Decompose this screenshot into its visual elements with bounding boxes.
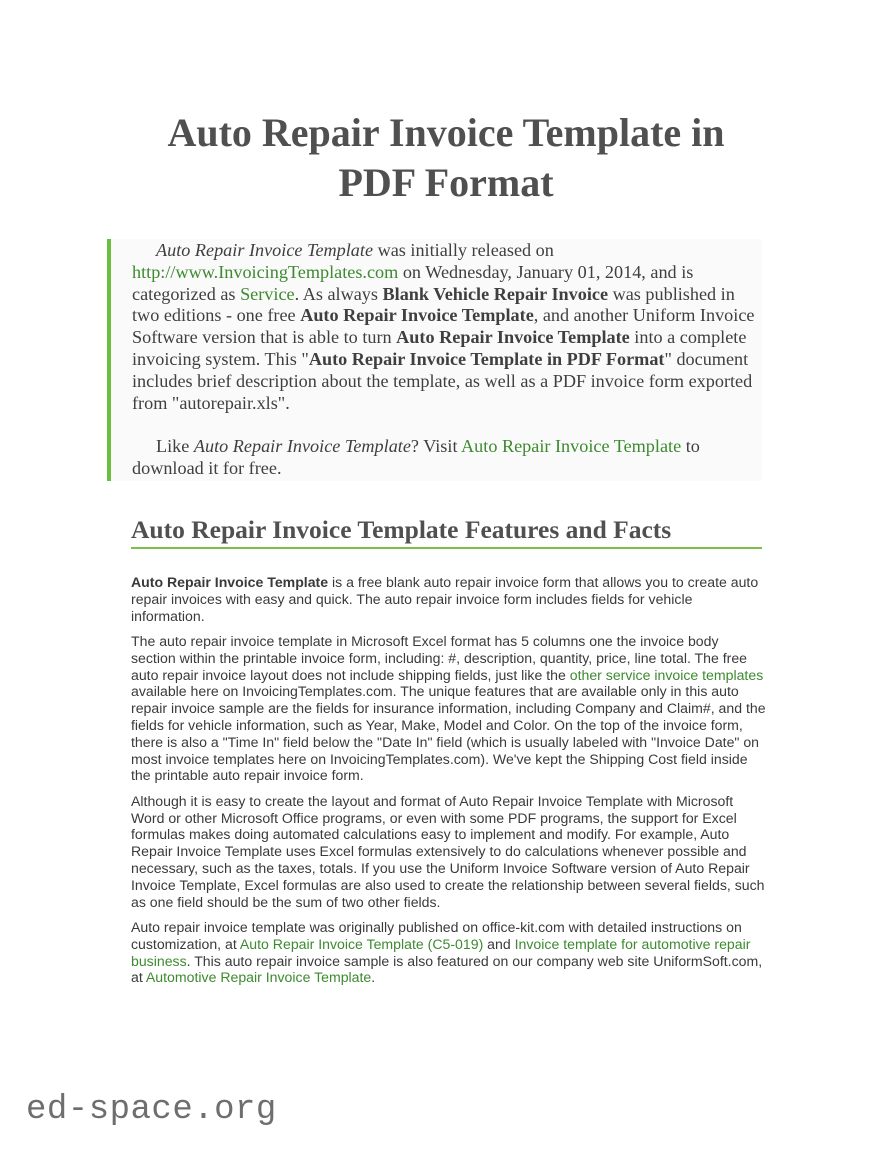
text-span: on Wednesday, January 01, 2014, and is categorized as — [132, 261, 694, 304]
service-category-link[interactable]: Service — [240, 283, 295, 304]
template-name-italic: Auto Repair Invoice Template — [156, 240, 374, 260]
text-span: , and another Uniform Invoice Software version that is able to turn — [132, 305, 755, 348]
text-span: " document includes brief description about the template, as well as a PDF invoice form exported from "autorepair.xls". — [132, 348, 753, 413]
text-span: . As always — [294, 283, 383, 304]
text-span: ? Visit — [410, 436, 462, 457]
features-paragraph-4 — [131, 919, 766, 986]
bold-term: Auto Repair Invoice Template in PDF Format — [308, 348, 665, 369]
download-template-link[interactable]: Auto Repair Invoice Template — [461, 436, 682, 457]
text-span: . — [371, 969, 376, 986]
bold-term: Auto Repair Invoice Template — [396, 327, 630, 348]
c5-019-template-link[interactable]: Auto Repair Invoice Template (C5-019) — [239, 935, 484, 952]
text-span: available here on InvoicingTemplates.com. The unique features that are available only in this auto repair invoice sample are the fields for insurance information, including Company and Claim#, and the fields for vehicle information, such as Year, Make, Model and Color. On the top of the invoice form, there is also a "Time In" field below the "Date In" field (which is usually labeled with "Invoice Date" on most invoice templates here on InvoicingTemplates.com). We've kept the Shipping Cost field inside the printable auto repair invoice form. — [131, 683, 766, 784]
other-service-templates-link[interactable]: other service invoice templates — [569, 666, 764, 683]
text-span: . This auto repair invoice sample is also featured on our company web site UniformSoft.com, at — [131, 952, 763, 986]
bold-term: Auto Repair Invoice Template — [131, 574, 329, 590]
text-span: was initially released on — [373, 240, 554, 260]
text-span: is a free blank auto repair invoice form that allows you to create auto repair invoices with easy and quick. The auto repair invoice form includes fields for vehicle information. — [131, 574, 759, 624]
page-title-line-1: Auto Repair Invoice Template in — [167, 110, 725, 155]
invoicingtemplates-link[interactable]: http://www.InvoicingTemplates.com — [132, 261, 399, 282]
text-span: Auto repair invoice template was originally published on office-kit.com with detailed instructions on customization, at — [131, 918, 742, 952]
text-span: The auto repair invoice template in Microsoft Excel format has 5 columns one the invoice body section within the printable invoice form, including: #, description, quantity, price, line total. The free auto repair invoice layout does not include shipping fields, just like the — [131, 632, 748, 683]
text-span: was published in two editions - one free — [132, 283, 735, 326]
text-span: and — [483, 935, 515, 952]
bold-term: Auto Repair Invoice Template — [300, 305, 534, 326]
features-body — [131, 574, 766, 995]
text-span: Like — [156, 436, 194, 457]
page-title — [0, 108, 892, 208]
watermark: ed-space.org — [26, 1091, 277, 1129]
text-span: to download it for free. — [132, 436, 700, 479]
text-span: into a complete invoicing system. This " — [132, 327, 747, 369]
intro-callout — [107, 239, 762, 481]
bold-term: Blank Vehicle Repair Invoice — [382, 283, 609, 304]
text-span: Although it is easy to create the layout and format of Auto Repair Invoice Template with Microsoft Word or other Microsoft Office programs, or even with some PDF programs, the support for Excel formulas makes doing automated calculations easy to implement and modify. For example, Auto Repair Invoice Template uses Excel formulas extensively to do calculations whenever possible and necessary, such as the taxes, totals. If you use the Uniform Invoice Software version of Auto Repair Invoice Template, Excel formulas are also used to create the relationship between several fields, such as one field should be the sum of two other fields. — [131, 792, 765, 910]
automotive-repair-business-link[interactable]: Invoice template for automotive repair business — [131, 935, 751, 969]
uniformsoft-automotive-link[interactable]: Automotive Repair Invoice Template — [145, 969, 372, 986]
section-heading-features: Auto Repair Invoice Template Features and Facts — [131, 514, 762, 549]
intro-paragraph-2 — [132, 436, 762, 480]
features-paragraph-3 — [131, 793, 766, 911]
features-paragraph-2 — [131, 633, 766, 784]
page-title-line-2: PDF Format — [338, 160, 554, 205]
features-paragraph-1 — [131, 574, 766, 624]
intro-paragraph-1 — [132, 239, 762, 414]
template-name-italic: Auto Repair Invoice Template — [193, 436, 411, 457]
